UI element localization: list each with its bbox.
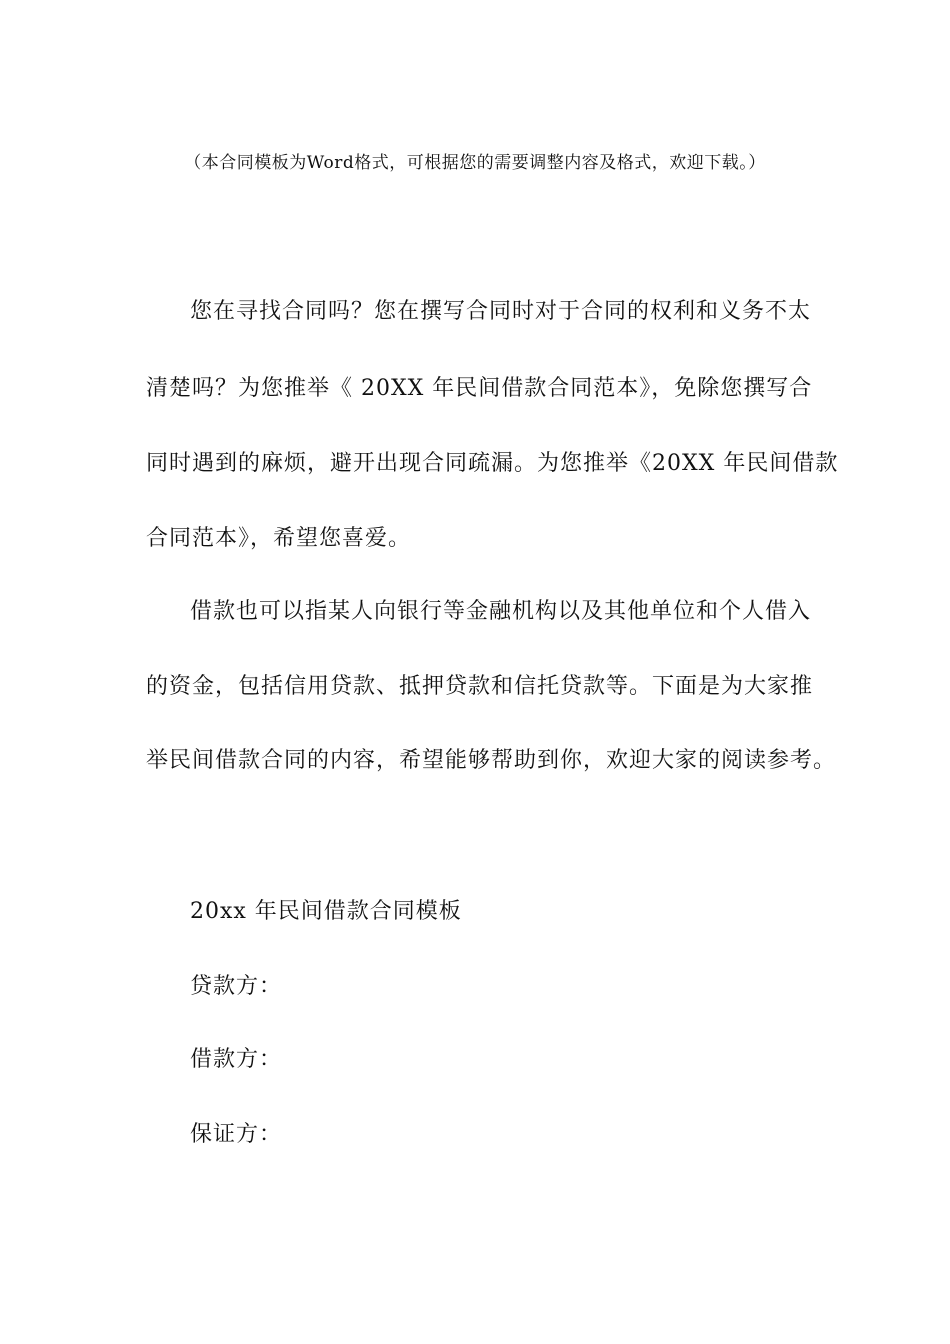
lender-label: 贷款方： xyxy=(190,974,283,999)
paragraph1-line3: 同时遇到的麻烦，避开出现合同疏漏。为您推举《20XX 年民间借款 xyxy=(146,451,839,476)
paragraph2-line3: 举民间借款合同的内容，希望能够帮助到你，欢迎大家的阅读参考。 xyxy=(146,748,837,773)
template-title: 20xx 年民间借款合同模板 xyxy=(190,899,462,924)
paragraph2-line1: 借款也可以指某人向银行等金融机构以及其他单位和个人借入 xyxy=(190,599,812,624)
borrower-label: 借款方： xyxy=(190,1047,283,1072)
paragraph2-line2: 的资金，包括信用贷款、抵押贷款和信托贷款等。下面是为大家推 xyxy=(146,674,814,699)
paragraph1-line1: 您在寻找合同吗？您在撰写合同时对于合同的权利和义务不太 xyxy=(190,299,812,324)
paragraph1-line4: 合同范本》，希望您喜爱。 xyxy=(146,526,412,551)
paragraph1-line2: 清楚吗？为您推举《 20XX 年民间借款合同范本》，免除您撰写合 xyxy=(146,376,813,401)
guarantor-label: 保证方： xyxy=(190,1122,283,1147)
format-note: （本合同模板为Word格式，可根据您的需要调整内容及格式，欢迎下载。） xyxy=(184,153,766,173)
